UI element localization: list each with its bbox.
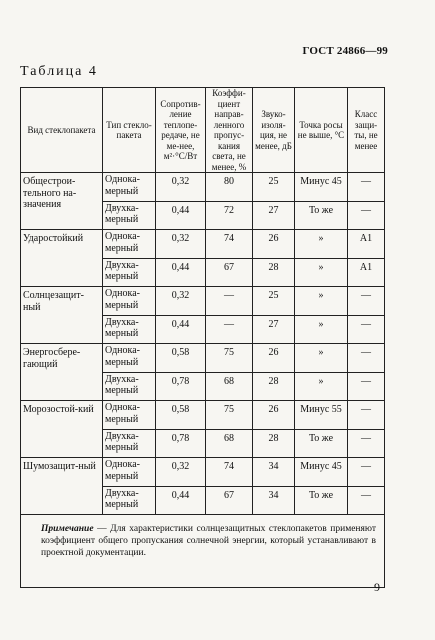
column-header: Звуко-изоля-ция, не менее, дБ: [253, 88, 295, 173]
class-cell: —: [348, 458, 385, 487]
class-cell: —: [348, 401, 385, 430]
category-cell: Морозостой-кий: [21, 401, 103, 458]
type-cell: Двухка-мерный: [103, 258, 156, 287]
resistance-cell: 0,32: [156, 287, 206, 316]
category-cell: Ударостойкий: [21, 230, 103, 287]
resistance-cell: 0,44: [156, 201, 206, 230]
resistance-cell: 0,32: [156, 230, 206, 259]
sound-cell: 26: [253, 344, 295, 373]
light-cell: —: [206, 287, 253, 316]
resistance-cell: 0,58: [156, 344, 206, 373]
sound-cell: 25: [253, 287, 295, 316]
resistance-cell: 0,32: [156, 458, 206, 487]
table-body: [21, 173, 385, 515]
column-header: Коэффи-циент направ-ленного пропус-кания света, не менее, %: [206, 88, 253, 173]
note-cell: [21, 515, 385, 588]
light-cell: 67: [206, 486, 253, 515]
sound-cell: 25: [253, 173, 295, 202]
class-cell: —: [348, 429, 385, 458]
light-cell: 75: [206, 401, 253, 430]
type-cell: Однока-мерный: [103, 401, 156, 430]
sound-cell: 28: [253, 258, 295, 287]
class-cell: —: [348, 173, 385, 202]
table-row: [21, 173, 385, 202]
type-cell: Однока-мерный: [103, 458, 156, 487]
column-header: Точка росы не выше, °С: [295, 88, 348, 173]
type-cell: Однока-мерный: [103, 344, 156, 373]
category-cell: Солнцезащит-ный: [21, 287, 103, 344]
sound-cell: 26: [253, 401, 295, 430]
dew-cell: »: [295, 287, 348, 316]
resistance-cell: 0,58: [156, 401, 206, 430]
class-cell: —: [348, 287, 385, 316]
light-cell: —: [206, 315, 253, 344]
class-cell: А1: [348, 258, 385, 287]
dew-cell: »: [295, 315, 348, 344]
class-cell: А1: [348, 230, 385, 259]
dew-cell: То же: [295, 429, 348, 458]
table-row: [21, 401, 385, 430]
resistance-cell: 0,78: [156, 429, 206, 458]
light-cell: 75: [206, 344, 253, 373]
sound-cell: 28: [253, 429, 295, 458]
light-cell: 74: [206, 458, 253, 487]
table-row: [21, 287, 385, 316]
page-number: 9: [374, 580, 380, 594]
sound-cell: 27: [253, 315, 295, 344]
resistance-cell: 0,44: [156, 258, 206, 287]
type-cell: Двухка-мерный: [103, 372, 156, 401]
light-cell: 72: [206, 201, 253, 230]
column-header: Класс защи-ты, не менее: [348, 88, 385, 173]
resistance-cell: 0,44: [156, 486, 206, 515]
dew-cell: »: [295, 230, 348, 259]
type-cell: Двухка-мерный: [103, 429, 156, 458]
data-table: [20, 87, 385, 588]
dew-cell: »: [295, 258, 348, 287]
light-cell: 67: [206, 258, 253, 287]
type-cell: Однока-мерный: [103, 287, 156, 316]
light-cell: 68: [206, 372, 253, 401]
type-cell: Однока-мерный: [103, 173, 156, 202]
dew-cell: Минус 55: [295, 401, 348, 430]
class-cell: —: [348, 344, 385, 373]
class-cell: —: [348, 315, 385, 344]
sound-cell: 34: [253, 458, 295, 487]
category-cell: Энергосбере-гающий: [21, 344, 103, 401]
light-cell: 74: [206, 230, 253, 259]
dew-cell: То же: [295, 486, 348, 515]
sound-cell: 27: [253, 201, 295, 230]
table-caption: Таблица 4: [20, 64, 98, 79]
resistance-cell: 0,44: [156, 315, 206, 344]
class-cell: —: [348, 372, 385, 401]
dew-cell: Минус 45: [295, 173, 348, 202]
dew-cell: »: [295, 344, 348, 373]
type-cell: Однока-мерный: [103, 230, 156, 259]
table-row: [21, 344, 385, 373]
sound-cell: 34: [253, 486, 295, 515]
column-header: Тип стекло-пакета: [103, 88, 156, 173]
light-cell: 68: [206, 429, 253, 458]
type-cell: Двухка-мерный: [103, 201, 156, 230]
sound-cell: 28: [253, 372, 295, 401]
type-cell: Двухка-мерный: [103, 486, 156, 515]
type-cell: Двухка-мерный: [103, 315, 156, 344]
column-header: Сопротив-ление теплопе-редаче, не ме-нее, м²·°С/Вт: [156, 88, 206, 173]
note-row: [21, 515, 385, 588]
dew-cell: »: [295, 372, 348, 401]
resistance-cell: 0,32: [156, 173, 206, 202]
category-cell: Шумозащит-ный: [21, 458, 103, 515]
note-label: Примечание: [41, 524, 94, 534]
standard-number: ГОСТ 24866—99: [302, 45, 388, 57]
category-cell: Общестрои-тельного на-значения: [21, 173, 103, 230]
light-cell: 80: [206, 173, 253, 202]
sound-cell: 26: [253, 230, 295, 259]
dew-cell: Минус 45: [295, 458, 348, 487]
table-row: [21, 458, 385, 487]
table-row: [21, 230, 385, 259]
dew-cell: То же: [295, 201, 348, 230]
class-cell: —: [348, 201, 385, 230]
column-header: Вид стеклопакета: [21, 88, 103, 173]
resistance-cell: 0,78: [156, 372, 206, 401]
class-cell: —: [348, 486, 385, 515]
note-text: — Для характеристики солнцезащитных стеклопакетов применяют коэффициент общего пропускания солнечной энергии, который устанавливают в проектной документации.: [41, 524, 376, 558]
header-row: [21, 88, 385, 173]
